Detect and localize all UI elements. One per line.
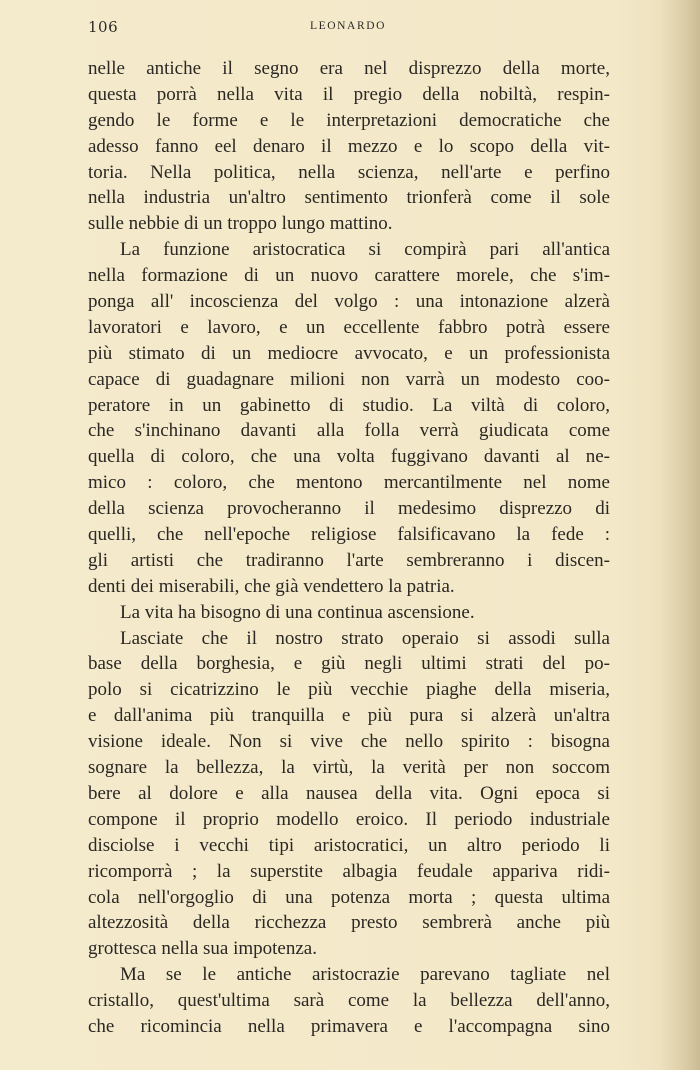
text-line: polo si cicatrizzino le più vecchie piaghe della miseria,: [88, 679, 610, 701]
text-line: visione ideale. Non si vive che nello spirito : bisogna: [88, 731, 610, 753]
page-number: 106: [88, 18, 119, 36]
text-line: adesso fanno eel denaro il mezzo e lo scopo della vit-: [88, 135, 610, 157]
text-line: sognare la bellezza, la virtù, la verità per non soccom: [88, 757, 610, 779]
text-line: toria. Nella politica, nella scienza, nell'arte e perfino: [88, 161, 610, 183]
paragraph-last-line: denti dei miserabili, che già vendettero la patria.: [88, 575, 455, 597]
text-line: quelli, che nell'epoche religiose falsificavano la fede :: [88, 524, 610, 546]
text-line: bere al dolore e alla nausea della vita. Ogni epoca si: [88, 782, 610, 804]
text-line: che s'inchinano davanti alla folla verrà giudicata come: [88, 420, 610, 442]
text-line: gendo le forme e le interpretazioni democratiche che: [88, 109, 610, 131]
text-line: capace di guadagnare milioni non varrà un modesto coo-: [88, 368, 610, 390]
text-line: compone il proprio modello eroico. Il periodo industriale: [88, 808, 610, 830]
text-line: mico : coloro, che mentono mercantilmente nel nome: [88, 472, 610, 494]
text-line: nelle antiche il segno era nel disprezzo della morte,: [88, 58, 610, 79]
text-line: che ricomincia nella primavera e l'accompagna sino: [88, 1015, 610, 1037]
paragraph-last-line: grottesca nella sua impotenza.: [88, 938, 317, 960]
text-line: lavoratori e lavoro, e un eccellente fabbro potrà essere: [88, 316, 610, 338]
text-line: più stimato di un mediocre avvocato, e un professionista: [88, 342, 610, 364]
text-line: ponga all' incoscienza del volgo : una intonazione alzerà: [88, 291, 610, 313]
text-line: altezzosità della ricchezza presto sembrerà anche più: [88, 912, 610, 934]
paragraph-single-line: La vita ha bisogno di una continua ascensione.: [120, 601, 475, 623]
paragraph-first-line: La funzione aristocratica si compirà pari all'antica: [120, 239, 610, 261]
text-line: quella di coloro, che una volta fuggivano davanti al ne-: [88, 446, 610, 468]
running-title: LEONARDO: [310, 20, 387, 32]
running-header: [88, 18, 610, 38]
body-text: [88, 56, 610, 1040]
paragraph-last-line: sulle nebbie di un troppo lungo mattino.: [88, 213, 393, 235]
text-line: cola nell'orgoglio di una potenza morta ; questa ultima: [88, 886, 610, 908]
text-line: nella industria un'altro sentimento trionferà come il sole: [88, 187, 610, 209]
text-line: peratore in un gabinetto di studio. La viltà di coloro,: [88, 394, 610, 416]
text-line: cristallo, quest'ultima sarà come la bellezza dell'anno,: [88, 990, 610, 1012]
text-line: ricomporrà ; la superstite albagia feudale appariva ridi-: [88, 860, 610, 882]
text-line: nella formazione di un nuovo carattere morele, che s'im-: [88, 265, 610, 287]
paragraph-first-line: Ma se le antiche aristocrazie parevano tagliate nel: [120, 964, 610, 986]
text-line: questa porrà nella vita il pregio della nobiltà, respin-: [88, 83, 610, 105]
text-line: gli artisti che tradiranno l'arte sembreranno i discen-: [88, 549, 610, 571]
page-edge-shadow: [660, 0, 700, 1070]
text-line: della scienza provocheranno il medesimo disprezzo di: [88, 498, 610, 520]
text-line: e dall'anima più tranquilla e più pura si alzerà un'altra: [88, 705, 610, 727]
text-line: disciolse i vecchi tipi aristocratici, un altro periodo li: [88, 834, 610, 856]
paragraph-first-line: Lasciate che il nostro strato operaio si assodi sulla: [120, 627, 610, 649]
text-line: base della borghesia, e giù negli ultimi strati del po-: [88, 653, 610, 675]
